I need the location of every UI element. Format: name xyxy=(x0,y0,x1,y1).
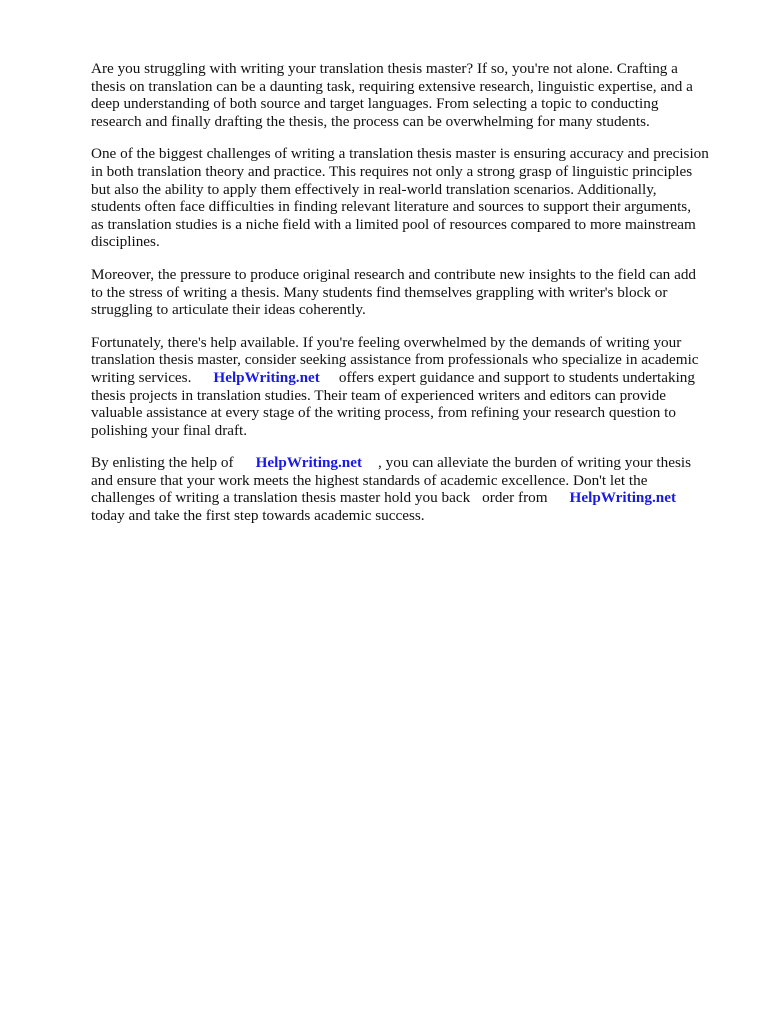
text-line: in both translation theory and practice. This requires not only a strong grasp of linguistic principles xyxy=(91,162,693,180)
text-line: thesis on translation can be a daunting task, requiring extensive research, linguistic expertise, and a xyxy=(91,77,693,95)
text-line: disciplines. xyxy=(91,233,160,251)
text-line: deep understanding of both source and target languages. From selecting a topic to conducting xyxy=(91,95,659,113)
text-line: translation thesis master, consider seeking assistance from professionals who specialize in academic xyxy=(91,351,699,369)
text-segment: By enlisting the help of xyxy=(91,454,234,472)
text-line: today and take the first step towards academic success. xyxy=(91,507,425,525)
text-segment: challenges of writing a translation thesis master hold you back xyxy=(91,489,471,507)
paragraph-help-available xyxy=(91,334,731,440)
text-line: and ensure that your work meets the highest standards of academic excellence. Don't let the xyxy=(91,471,648,489)
text-line-with-link xyxy=(91,369,731,387)
paragraph-conclusion xyxy=(91,454,731,524)
text-line-with-link xyxy=(91,454,731,472)
paragraph-intro xyxy=(91,60,731,130)
text-line: thesis projects in translation studies. Their team of experienced writers and editors can provide xyxy=(91,386,666,404)
text-line: polishing your final draft. xyxy=(91,421,248,439)
text-line: but also the ability to apply them effectively in real-world translation scenarios. Additionally, xyxy=(91,180,657,198)
text-line: Fortunately, there's help available. If you're feeling overwhelmed by the demands of writing your xyxy=(91,333,682,351)
text-line-with-link xyxy=(91,489,731,507)
helpwriting-link[interactable]: HelpWriting.net xyxy=(569,489,677,507)
text-segment: writing services. xyxy=(91,368,192,386)
text-segment: offers expert guidance and support to students undertaking xyxy=(338,368,695,386)
text-line: as translation studies is a niche field with a limited pool of resources compared to more mainstream xyxy=(91,215,696,233)
document-body xyxy=(91,60,731,540)
paragraph-challenges xyxy=(91,145,731,251)
helpwriting-link[interactable]: HelpWriting.net xyxy=(213,368,320,386)
text-segment: , you can alleviate the burden of writing your thesis xyxy=(378,454,691,472)
text-line: to the stress of writing a thesis. Many students find themselves grappling with writer's block or xyxy=(91,283,668,301)
text-line: research and finally drafting the thesis, the process can be overwhelming for many students. xyxy=(91,112,650,130)
paragraph-pressure xyxy=(91,266,731,319)
text-line: valuable assistance at every stage of the writing process, from refining your research question to xyxy=(91,404,676,422)
helpwriting-link[interactable]: HelpWriting.net xyxy=(255,454,363,472)
text-line: Moreover, the pressure to produce original research and contribute new insights to the field can add xyxy=(91,265,697,283)
text-line: struggling to articulate their ideas coherently. xyxy=(91,301,366,319)
text-line: Are you struggling with writing your translation thesis master? If so, you're not alone. Crafting a xyxy=(91,60,678,77)
text-line: One of the biggest challenges of writing a translation thesis master is ensuring accuracy and precision xyxy=(91,145,709,163)
text-segment: order from xyxy=(482,489,548,507)
text-line: students often face difficulties in finding relevant literature and sources to support their arguments, xyxy=(91,198,692,216)
